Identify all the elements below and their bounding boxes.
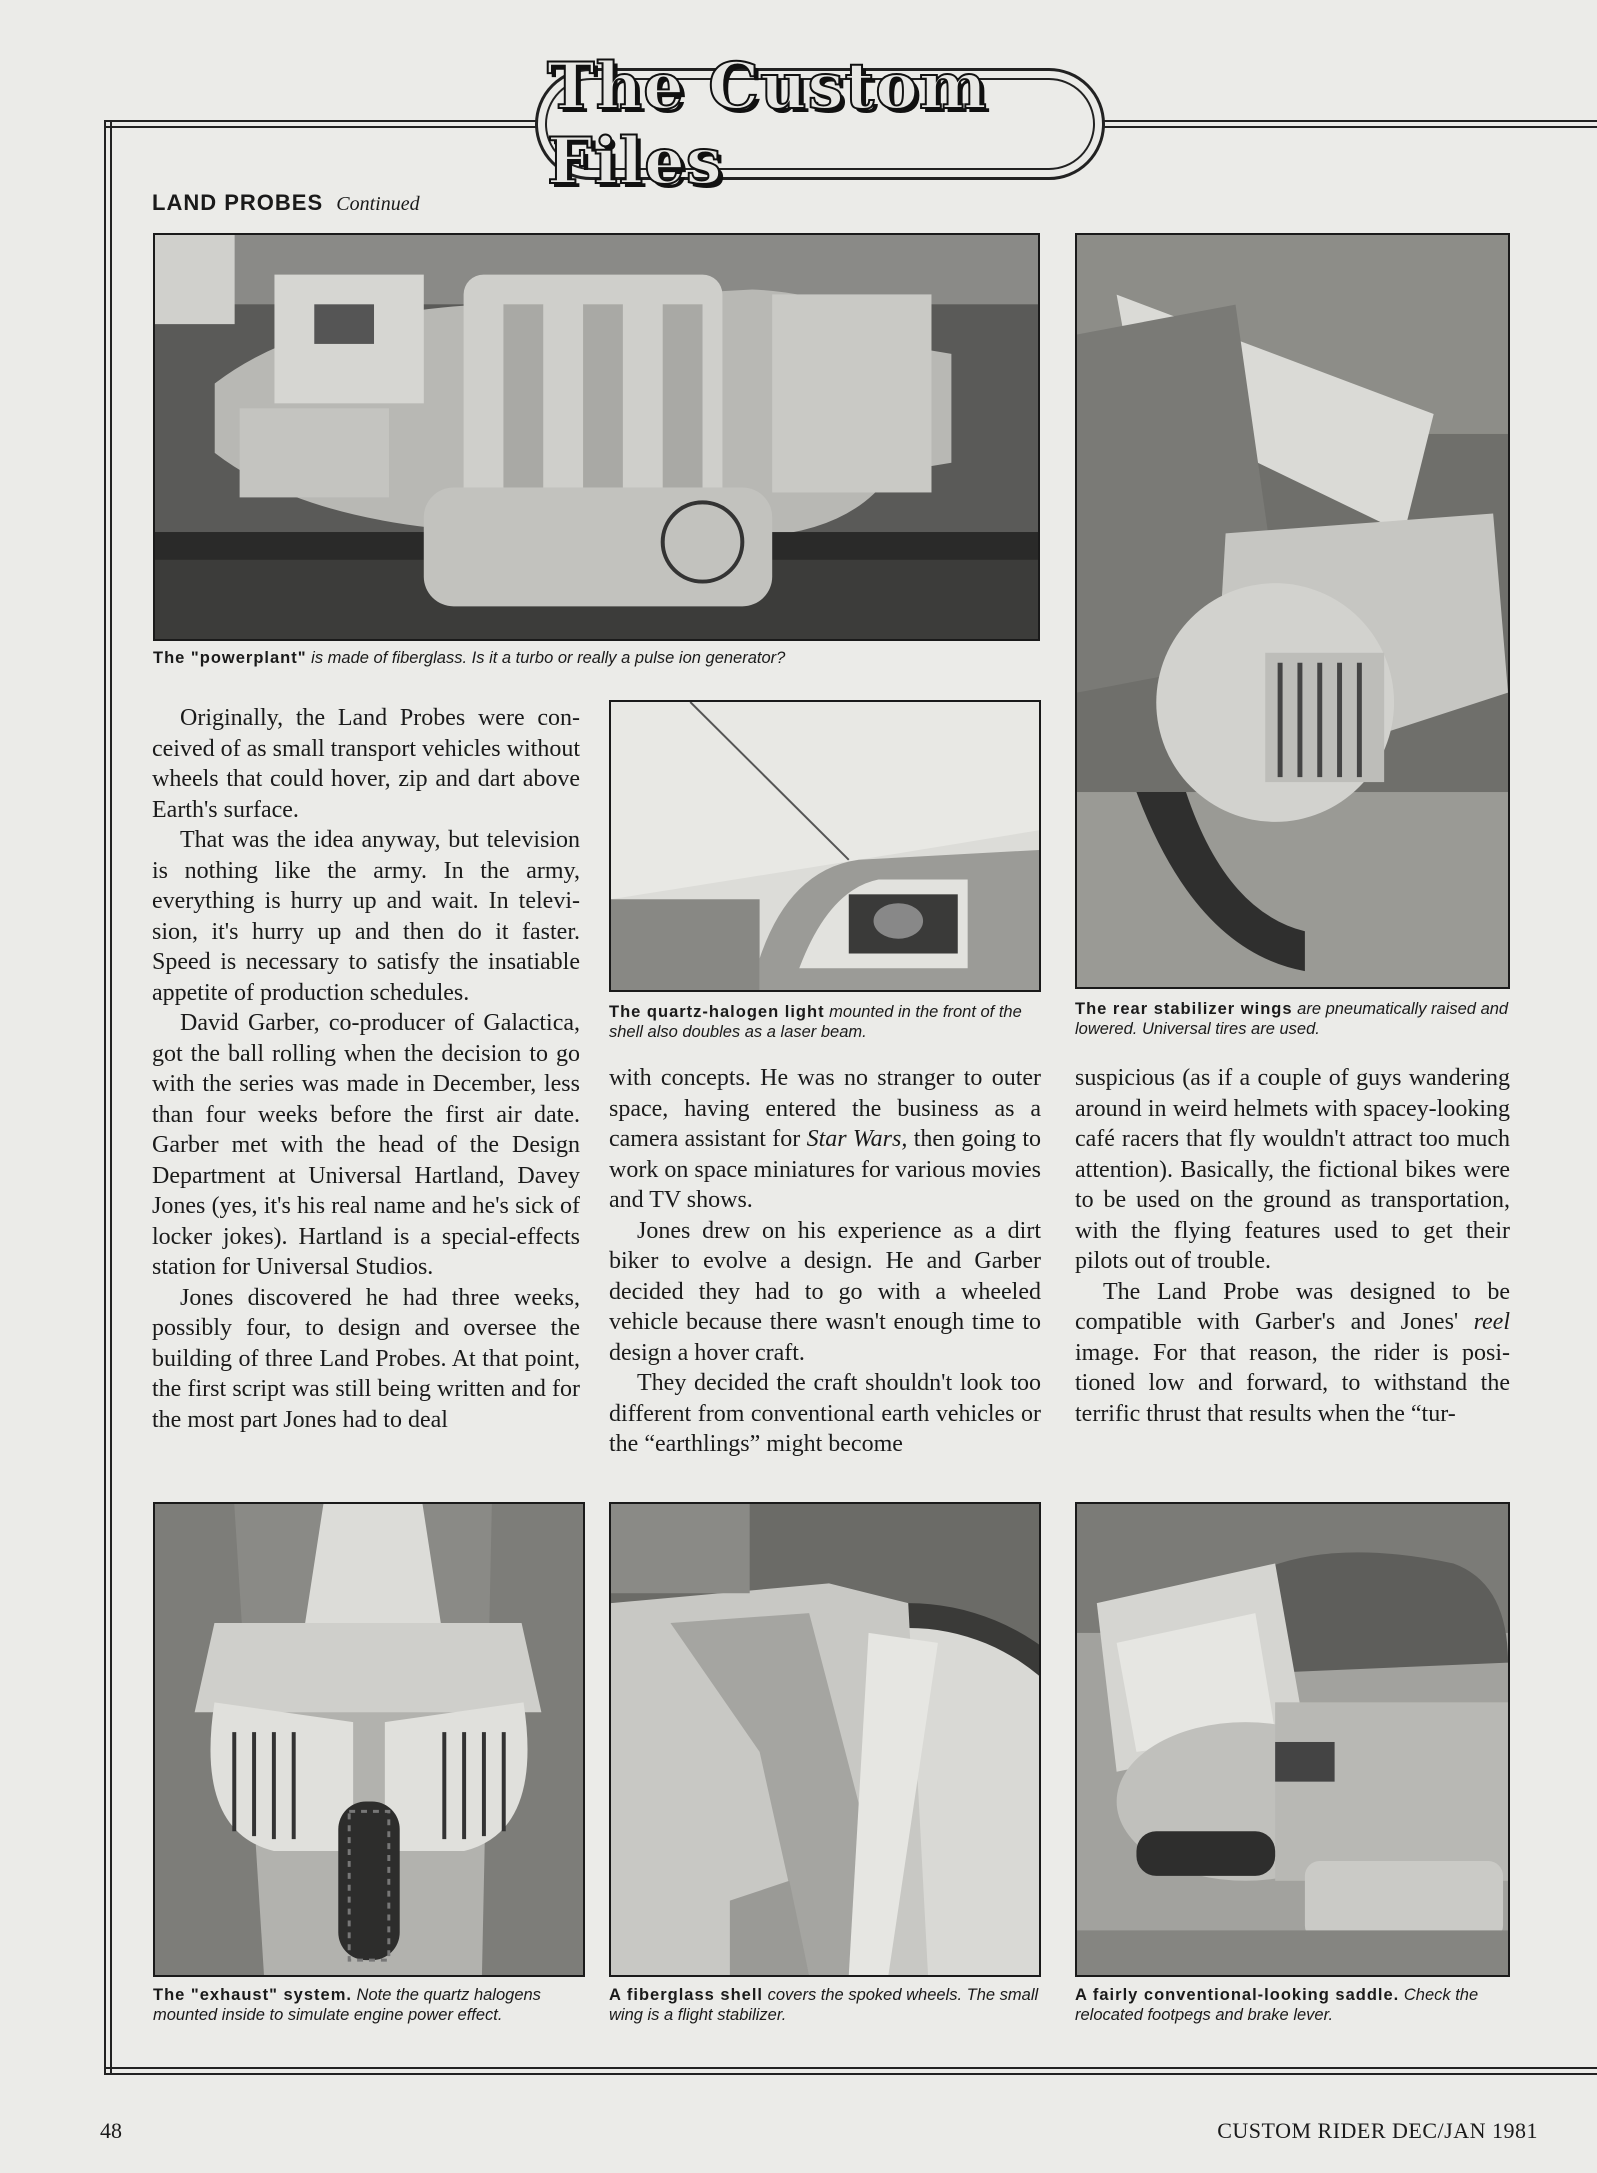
section-continued: Continued: [336, 193, 420, 215]
col2-text: with concepts. He was no stranger to outer space, having entered the business as a camera assistant for: [609, 1065, 1041, 1152]
col3-text: The Land Probe was designed to be compatible with Garber's and Jones': [1075, 1278, 1510, 1335]
bottom-rule: [104, 2067, 1597, 2075]
section-heading: [152, 190, 420, 216]
col2-paragraph: [609, 1063, 1041, 1216]
col3-paragraph: [1075, 1277, 1510, 1430]
caption-saddle-text: Check the relocated footpegs and brake lever.: [1075, 1986, 1479, 2024]
caption-exhaust-bold: The "exhaust" system.: [153, 1986, 352, 2004]
section-title: LAND PROBES: [152, 190, 324, 215]
photo-quartz-halogen-light: [609, 700, 1041, 992]
caption-shell-text: covers the spoked wheels. The small wing is a flight stabilizer.: [609, 1986, 1039, 2024]
col1-paragraph: Originally, the Land Probes were conceived of as small transport vehicles without wheels that could hover, zip and dart above Earth's surface.: [152, 705, 580, 823]
caption-shell: [609, 1985, 1054, 2025]
photo-fiberglass-shell: [609, 1502, 1041, 1977]
caption-powerplant-bold: The "powerplant": [153, 649, 307, 667]
caption-exhaust-text: Note the quartz halogens mounted inside to simulate engine power effect.: [153, 1986, 541, 2024]
left-rule: [104, 120, 112, 2075]
col2-italic-title: Star Wars,: [806, 1126, 908, 1152]
caption-stabilizer-text: are pneumatically raised and lowered. Universal tires are used.: [1075, 1000, 1509, 1038]
col3-text: image. For that reason, the rider is positioned low and forward, to withstand the terrific thrust that results when the “tur-: [1075, 1339, 1510, 1427]
caption-shell-bold: A fiberglass shell: [609, 1986, 764, 2004]
caption-stabilizer-bold: The rear stabilizer wings: [1075, 1000, 1293, 1018]
page-number: 48: [100, 2118, 122, 2143]
col2-paragraph: They decided the craft shouldn't look too different from conventional earth vehicles or the “earthlings” might become: [609, 1370, 1041, 1457]
col2-text: then going to work on space miniatures for various movies and TV shows.: [609, 1126, 1042, 1213]
col3-italic: reel: [1473, 1309, 1510, 1335]
caption-powerplant: [153, 648, 1053, 668]
photo-powerplant: [153, 233, 1040, 641]
article-column-1: [152, 703, 580, 1435]
col3-paragraph: suspicious (as if a couple of guys wandering around in weird helmets with spacey-looking café racers that fly wouldn't attract too much attention). Basically, the fictional bikes were to be used on the ground as transportation, with the flying features used to get their pilots out of trouble.: [1075, 1065, 1510, 1274]
caption-saddle-bold: A fairly conventional-looking saddle.: [1075, 1986, 1400, 2004]
custom-files-logo: [535, 49, 1105, 199]
caption-light-text: mounted in the front of the shell also doubles as a laser beam.: [609, 1003, 1022, 1041]
photo-exhaust-system: [153, 1502, 585, 1977]
caption-saddle: [1075, 1985, 1520, 2025]
article-column-3: [1075, 1063, 1510, 1429]
logo-text: The Custom Files: [545, 78, 1095, 170]
magazine-folio: CUSTOM RIDER DEC/JAN 1981: [1217, 2118, 1538, 2143]
article-column-2: [609, 1063, 1041, 1460]
caption-light-bold: The quartz-halogen light: [609, 1003, 825, 1021]
col1-paragraph: David Garber, co-producer of Galactica, got the ball rolling when the decision to go with the series was made in December, less than four weeks before the first air date. Garber met with the head of the Design Department at Universal Hartland, Davey Jones (yes, it's his real name and he's sick of locker jokes). Hartland is a special-effects station for Universal Studios.: [152, 1010, 580, 1280]
caption-powerplant-text: is made of fiberglass. Is it a turbo or really a pulse ion generator?: [306, 649, 786, 667]
caption-exhaust: [153, 1985, 593, 2025]
photo-stabilizer-wings: [1075, 233, 1510, 989]
col1-paragraph: That was the idea anyway, but television is nothing like the army. In the army, everything is hurry up and wait. In television, it's hurry up and then do it faster. Speed is necessary to satisfy the insatiable appetite of production schedules.: [152, 827, 580, 1006]
caption-stabilizer: [1075, 999, 1520, 1039]
col1-paragraph: Jones discovered he had three weeks, possibly four, to design and oversee the building of three Land Probes. At that point, the first script was still being written and for the most part Jones had to deal: [152, 1284, 580, 1433]
col2-paragraph: Jones drew on his experience as a dirt biker to evolve a design. He and Garber decided they had to go with a wheeled vehicle because there wasn't enough time to design a hover craft.: [609, 1217, 1041, 1366]
photo-saddle: [1075, 1502, 1510, 1977]
caption-light: [609, 1002, 1049, 1042]
